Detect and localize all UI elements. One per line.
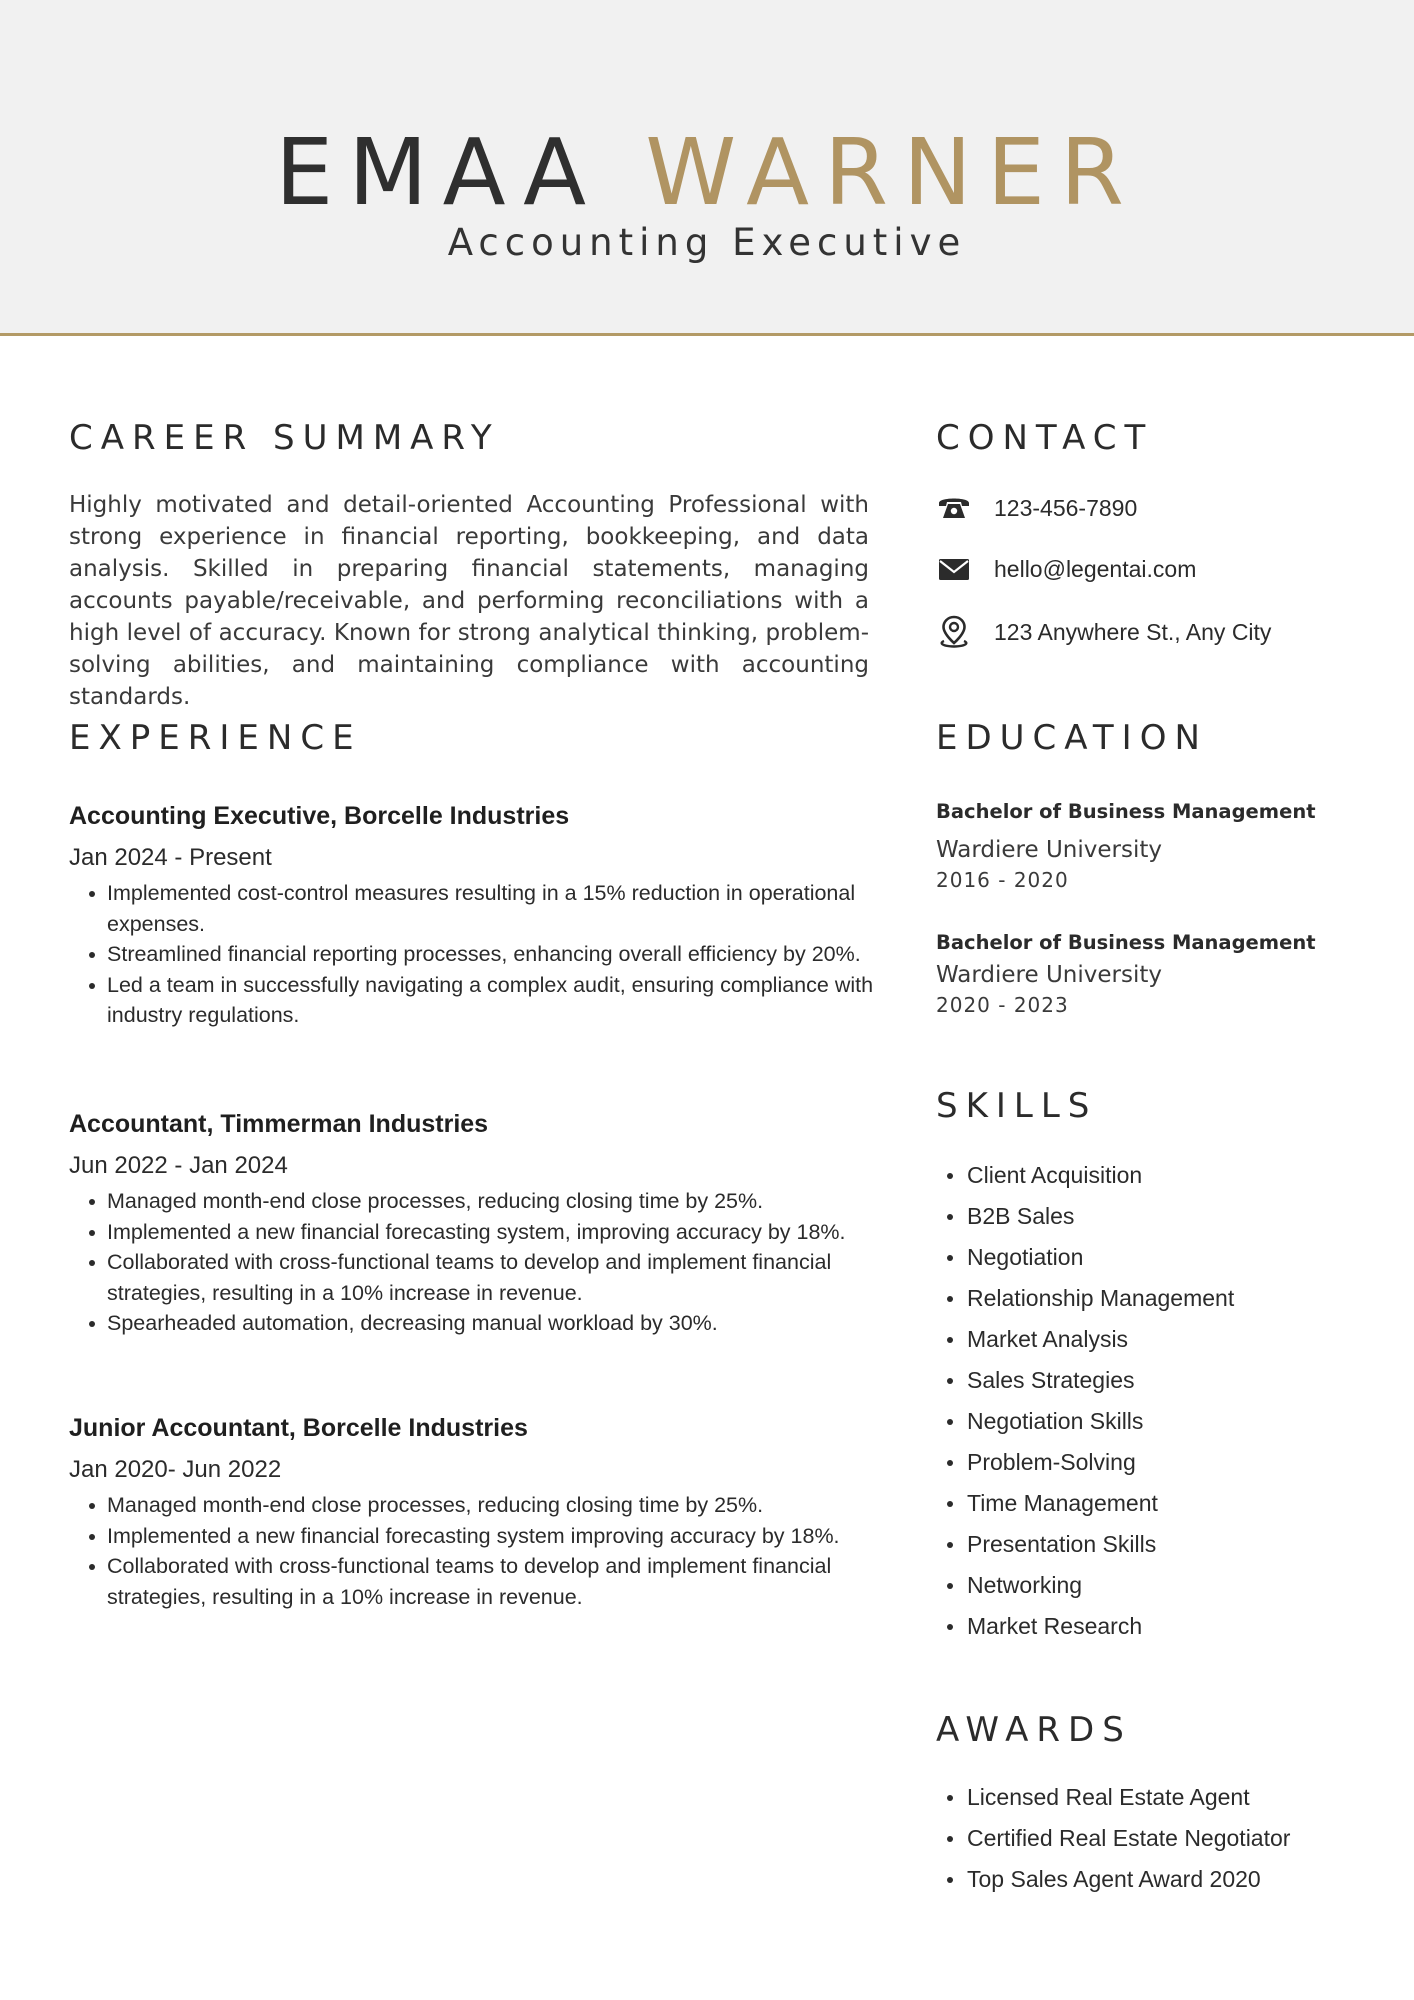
phone-icon	[936, 490, 972, 526]
education-entry	[936, 929, 1376, 1019]
job-title: Accounting Executive, Borcelle Industries	[69, 802, 570, 830]
job-title: Accountant, Timmerman Industries	[69, 1110, 489, 1138]
bullet-item: Streamlined financial reporting processes, enhancing overall efficiency by 20%.	[69, 939, 889, 970]
skill-item: Presentation Skills	[936, 1524, 1376, 1565]
header-banner	[0, 0, 1414, 336]
skill-item: Negotiation Skills	[936, 1401, 1376, 1442]
experience-heading: EXPERIENCE	[69, 718, 362, 758]
job-bullets	[69, 878, 889, 1031]
school: Wardiere University	[936, 837, 1162, 863]
awards-list	[936, 1777, 1376, 1900]
job-dates: Jan 2020- Jun 2022	[69, 1456, 282, 1483]
skill-item: Market Analysis	[936, 1319, 1376, 1360]
skills-heading: SKILLS	[936, 1086, 1098, 1126]
bullet-item: Managed month-end close processes, reducing closing time by 25%.	[69, 1490, 889, 1521]
skill-item: Problem-Solving	[936, 1442, 1376, 1483]
contact-address	[936, 614, 1376, 650]
full-name	[0, 118, 1414, 228]
job-entry	[69, 1108, 889, 1339]
award-item: Licensed Real Estate Agent	[936, 1777, 1376, 1818]
skill-item: Negotiation	[936, 1237, 1376, 1278]
education-heading: EDUCATION	[936, 718, 1208, 758]
school: Wardiere University	[936, 962, 1162, 988]
skill-item: Market Research	[936, 1606, 1376, 1647]
career-summary-heading: CAREER SUMMARY	[69, 418, 500, 458]
job-bullets	[69, 1490, 889, 1612]
skill-item: Time Management	[936, 1483, 1376, 1524]
bullet-item: Led a team in successfully navigating a complex audit, ensuring compliance with industry regulations.	[69, 970, 889, 1031]
first-name: EMAA	[275, 119, 601, 226]
skills-list	[936, 1155, 1376, 1647]
skill-item: Sales Strategies	[936, 1360, 1376, 1401]
bullet-item: Collaborated with cross-functional teams to develop and implement financial strategies, resulting in a 10% increase in revenue.	[69, 1551, 889, 1612]
job-role: Accounting Executive	[447, 221, 967, 264]
address: 123 Anywhere St., Any City	[994, 619, 1272, 645]
last-name: WARNER	[645, 119, 1139, 226]
skill-item: B2B Sales	[936, 1196, 1376, 1237]
contact-email	[936, 551, 1376, 587]
education-entry	[936, 798, 1376, 894]
job-dates: Jun 2022 - Jan 2024	[69, 1152, 288, 1179]
career-summary-text: Highly motivated and detail-oriented Accounting Professional with strong experience in financial reporting, bookkeeping, and data analysis. Skilled in preparing financial statements, managing accounts payable/receivable, and performing reconciliations with a high level of accuracy. Known for strong analytical thinking, problem-solving abilities, and maintaining compliance with accounting standards.	[69, 492, 869, 710]
bullet-item: Implemented a new financial forecasting system improving accuracy by 18%.	[69, 1521, 889, 1552]
skill-item: Client Acquisition	[936, 1155, 1376, 1196]
bullet-item: Managed month-end close processes, reducing closing time by 25%.	[69, 1186, 889, 1217]
bullet-item: Collaborated with cross-functional teams to develop and implement financial strategies, resulting in a 10% increase in revenue.	[69, 1247, 889, 1308]
awards-heading: AWARDS	[936, 1710, 1132, 1750]
job-entry	[69, 800, 889, 1031]
job-bullets	[69, 1186, 889, 1339]
education-years: 2020 - 2023	[936, 993, 1069, 1017]
contact-phone	[936, 490, 1376, 526]
job-entry	[69, 1412, 889, 1612]
skill-item: Relationship Management	[936, 1278, 1376, 1319]
skill-item: Networking	[936, 1565, 1376, 1606]
education-years: 2016 - 2020	[936, 868, 1069, 892]
email-address: hello@legentai.com	[994, 556, 1197, 582]
bullet-item: Implemented a new financial forecasting system, improving accuracy by 18%.	[69, 1217, 889, 1248]
award-item: Top Sales Agent Award 2020	[936, 1859, 1376, 1900]
degree: Bachelor of Business Management	[936, 800, 1316, 823]
award-item: Certified Real Estate Negotiator	[936, 1818, 1376, 1859]
bullet-item: Spearheaded automation, decreasing manual workload by 30%.	[69, 1308, 889, 1339]
location-icon	[936, 614, 972, 650]
mail-icon	[936, 551, 972, 587]
job-title: Junior Accountant, Borcelle Industries	[69, 1414, 528, 1442]
contact-heading: CONTACT	[936, 418, 1154, 458]
degree: Bachelor of Business Management	[936, 931, 1316, 954]
phone-number: 123-456-7890	[994, 495, 1138, 521]
job-dates: Jan 2024 - Present	[69, 844, 272, 871]
bullet-item: Implemented cost-control measures resulting in a 15% reduction in operational expenses.	[69, 878, 889, 939]
